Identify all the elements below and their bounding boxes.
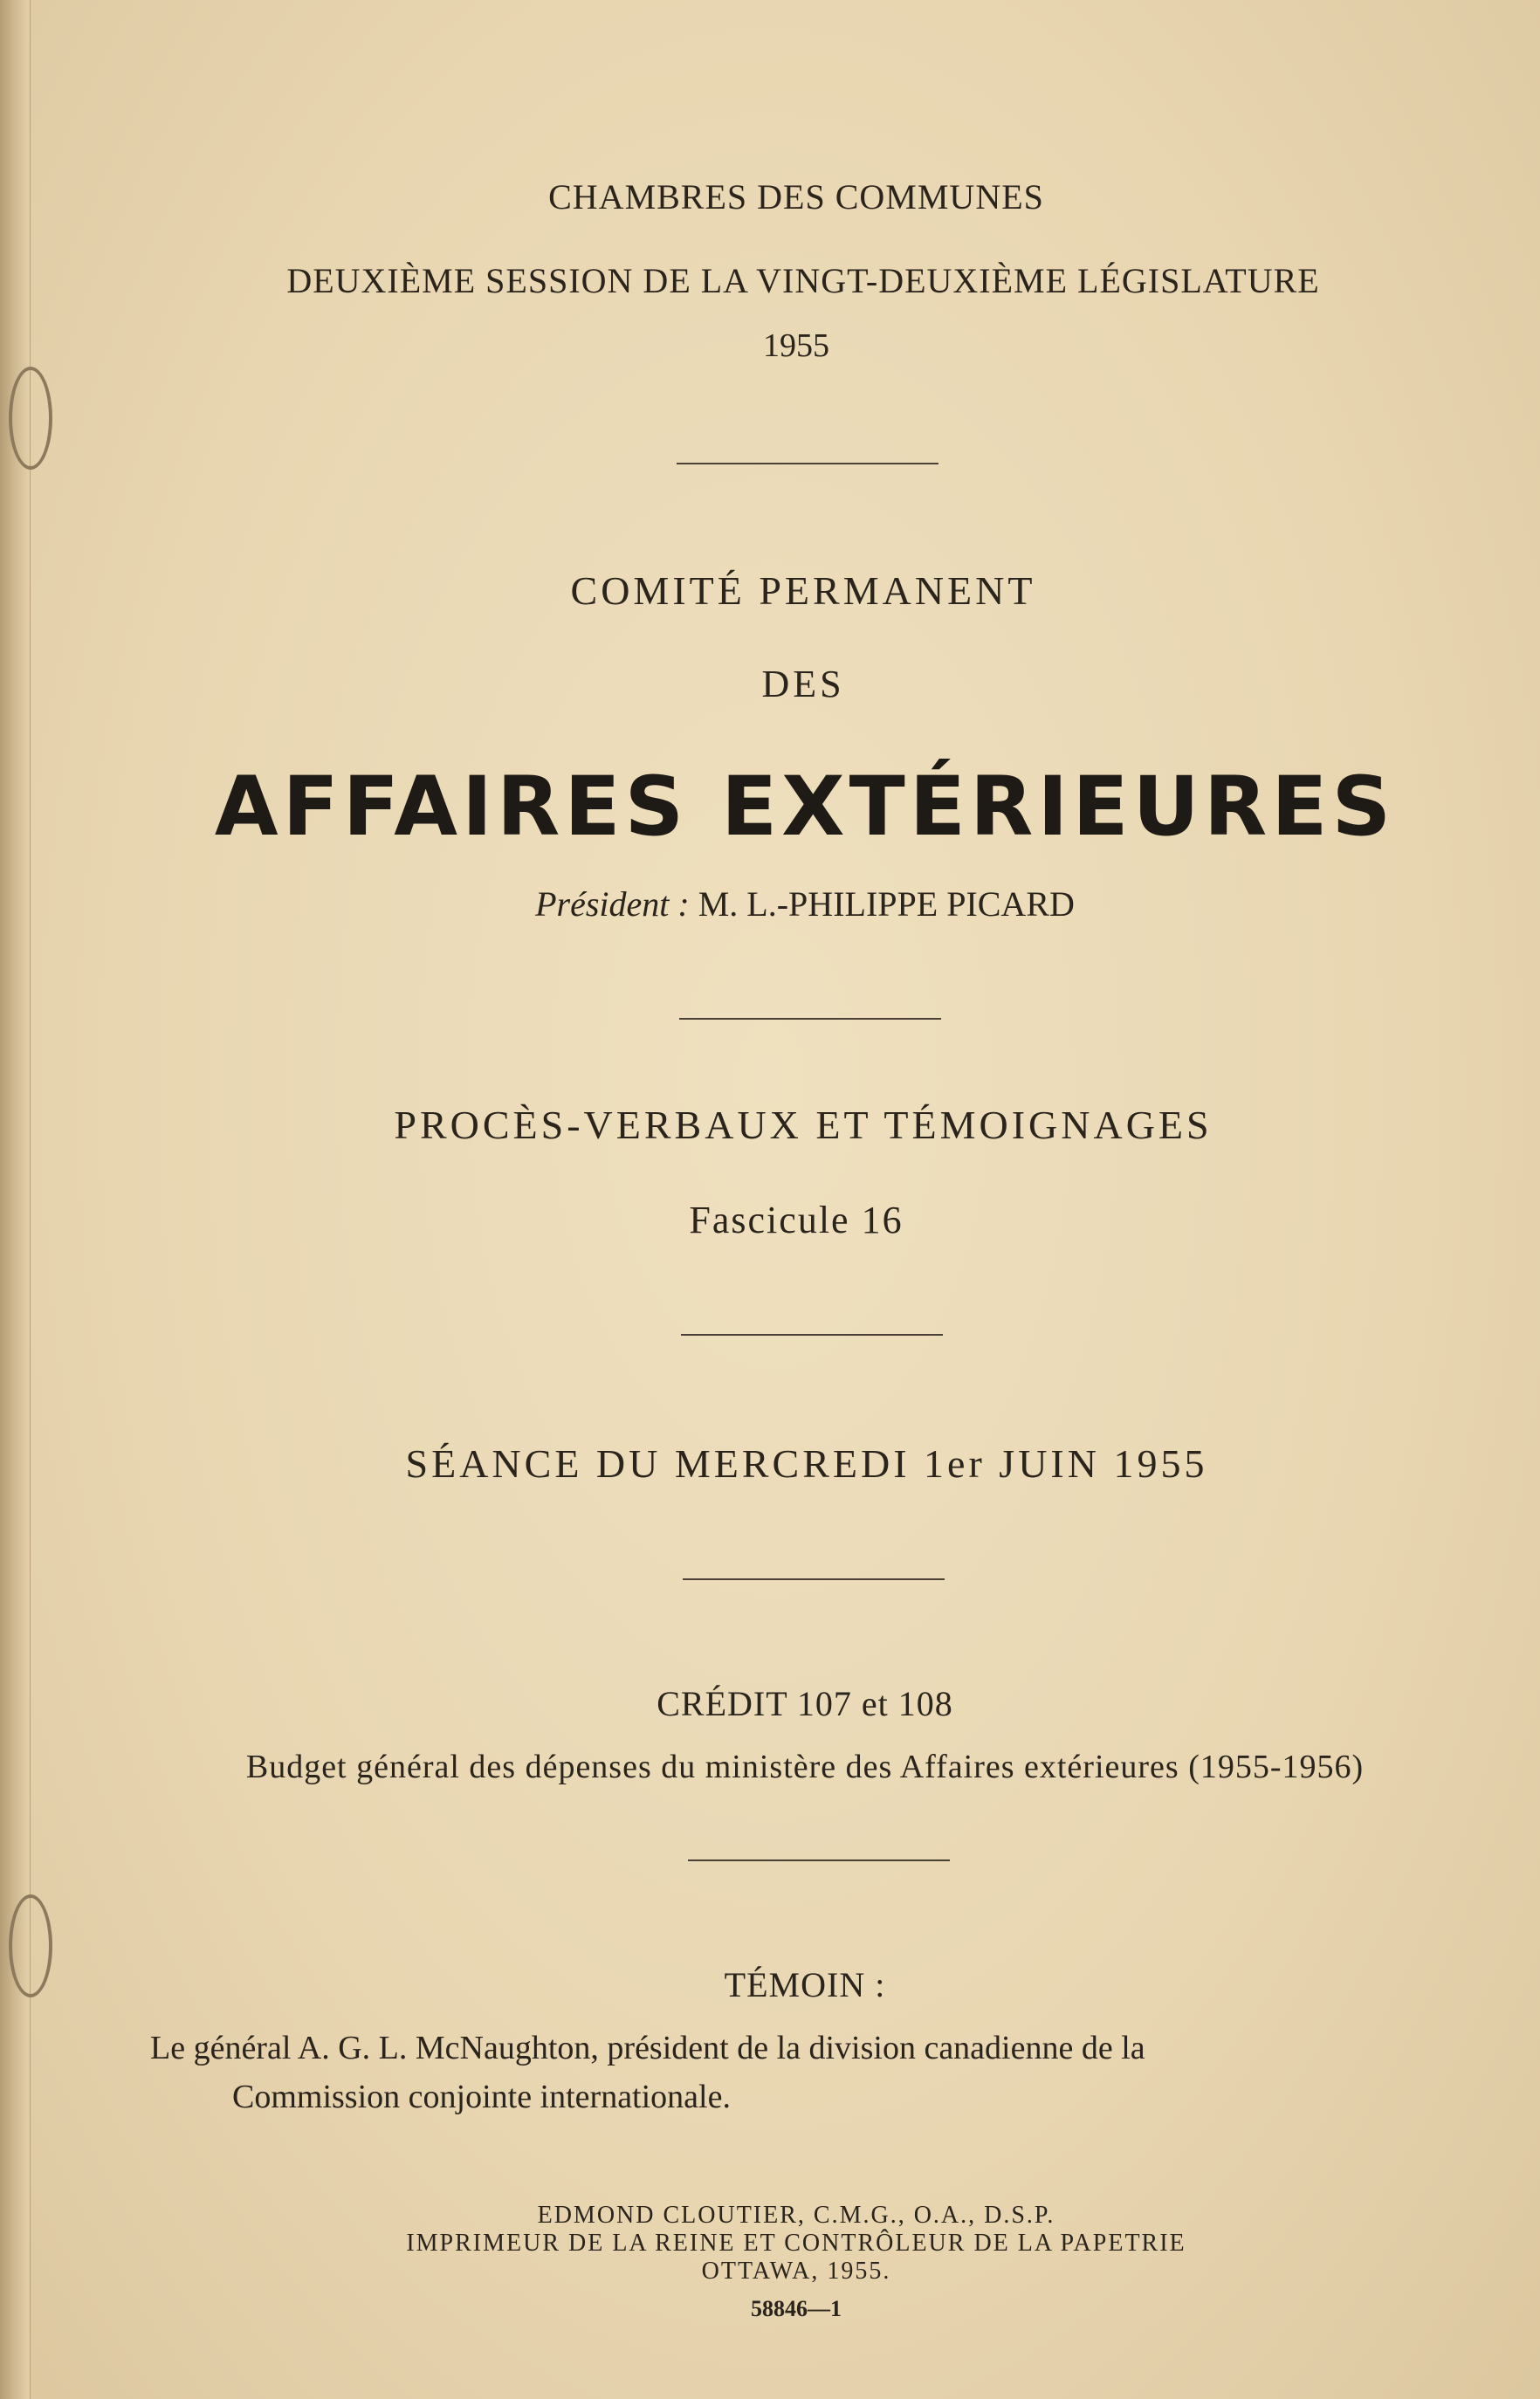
print-code: 58846—1 [751,2296,842,2321]
divider [688,1859,950,1861]
header-session: DEUXIÈME SESSION DE LA VINGT-DEUXIÈME LÉGISLATURE [286,261,1320,300]
header-chamber: CHAMBRES DES COMMUNES [548,177,1044,217]
divider [681,1334,943,1336]
witness-line-2: Commission conjointe internationale. [232,2079,731,2115]
president-line [35,883,1540,925]
printer-name: EDMOND CLOUTIER, C.M.G., O.A., D.S.P. [537,2202,1055,2229]
binding-hole-top [9,367,52,470]
committee-des: DES [761,663,845,705]
committee-title: AFFAIRES EXTÉRIEURES [214,760,1396,855]
credit-title: CRÉDIT 107 et 108 [657,1684,953,1723]
credit-description: Budget général des dépenses du ministère des Affaires extérieures (1955-1956) [245,1749,1365,1785]
witness-label: TÉMOIN : [724,1965,886,2004]
witness-line-1: Le général A. G. L. McNaughton, président de la division canadienne de la [150,2030,1145,2066]
president-name: M. L.-PHILIPPE PICARD [698,884,1075,924]
divider [677,463,938,464]
session-date: SÉANCE DU MERCREDI 1er JUIN 1955 [405,1441,1208,1486]
divider [679,1018,941,1020]
header-year: 1955 [763,327,829,364]
fascicule-number: Fascicule 16 [689,1199,904,1241]
proceedings-title: PROCÈS-VERBAUX ET TÉMOIGNAGES [394,1103,1213,1147]
printer-title: IMPRIMEUR DE LA REINE ET CONTRÔLEUR DE LA PAPETRIE [406,2230,1186,2257]
witness-paragraph [150,2024,1481,2121]
committee-heading: COMITÉ PERMANENT [570,568,1036,613]
printer-city: OTTAWA, 1955. [701,2258,891,2285]
president-label: Président : [535,884,690,924]
divider [683,1578,945,1580]
